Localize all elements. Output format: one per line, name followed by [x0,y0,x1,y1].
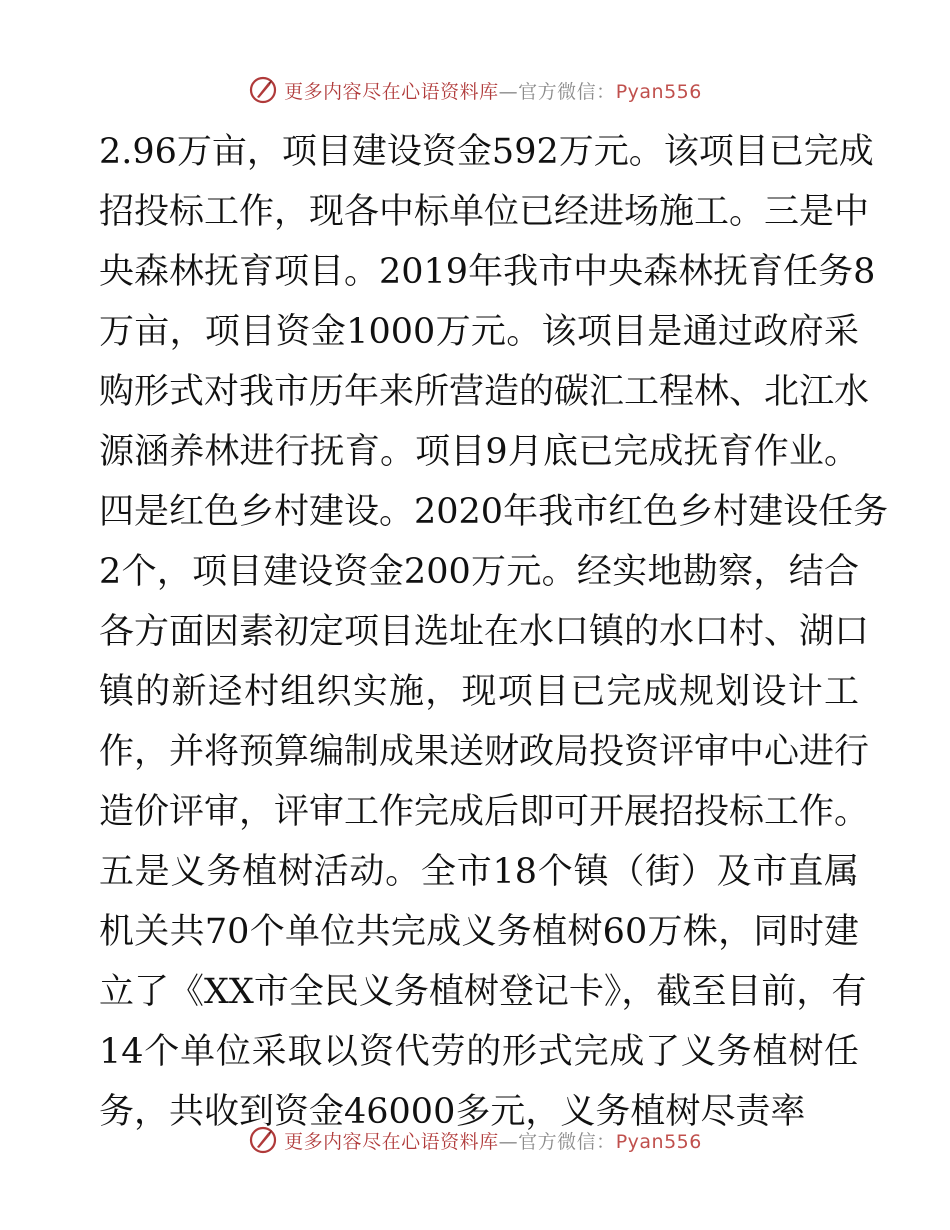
watermark-text [284,1127,702,1154]
body-line: 源涵养林进行抚育。项目9月底已完成抚育作业。 [99,432,859,472]
watermark-dash: — [498,1130,519,1153]
body-line: 镇的新迳村组织实施，现项目已完成规划设计工 [99,672,859,712]
body-line: 四是红色乡村建设。2020年我市红色乡村建设任务 [99,492,889,532]
body-line: 各方面因素初定项目选址在水口镇的水口村、湖口 [99,612,870,652]
watermark-dash: — [498,80,519,103]
quill-pen-logo-icon [248,1125,278,1155]
body-line: 央森林抚育项目。2019年我市中央森林抚育任务8 [99,252,876,292]
watermark-wechat-label: 官方微信： [518,80,616,103]
watermark-brand: 更多内容尽在心语资料库 [284,80,499,103]
quill-pen-logo-icon [248,75,278,105]
watermark-wechat-label: 官方微信： [518,1130,616,1153]
body-line: 机关共70个单位共完成义务植树60万株，同时建 [99,912,859,952]
watermark-wechat-id: Pyan556 [615,80,702,103]
watermark-text [284,77,702,104]
watermark-wechat-id: Pyan556 [615,1130,702,1153]
body-line: 14个单位采取以资代劳的形式完成了义务植树任 [99,1032,859,1072]
body-line: 购形式对我市历年来所营造的碳汇工程林、北江水 [99,372,870,412]
footer-watermark [0,1123,950,1157]
body-line: 立了《XX市全民义务植树登记卡》，截至目前，有 [99,972,867,1012]
body-line: 万亩，项目资金1000万元。该项目是通过政府采 [99,312,859,352]
body-line: 招投标工作，现各中标单位已经进场施工。三是中 [99,192,870,232]
body-line: 造价评审，评审工作完成后即可开展招投标工作。 [99,792,870,832]
watermark-brand: 更多内容尽在心语资料库 [284,1130,499,1153]
document-body [99,122,889,1142]
body-line: 2个，项目建设资金200万元。经实地勘察，结合 [99,552,859,592]
header-watermark [0,73,950,107]
body-line: 务，共收到资金46000多元，义务植树尽责率 [99,1092,806,1132]
body-line: 2.96万亩，项目建设资金592万元。该项目已完成 [99,132,874,172]
body-line: 作，并将预算编制成果送财政局投资评审中心进行 [99,732,870,772]
body-line: 五是义务植树活动。全市18个镇（街）及市直属 [99,852,859,892]
